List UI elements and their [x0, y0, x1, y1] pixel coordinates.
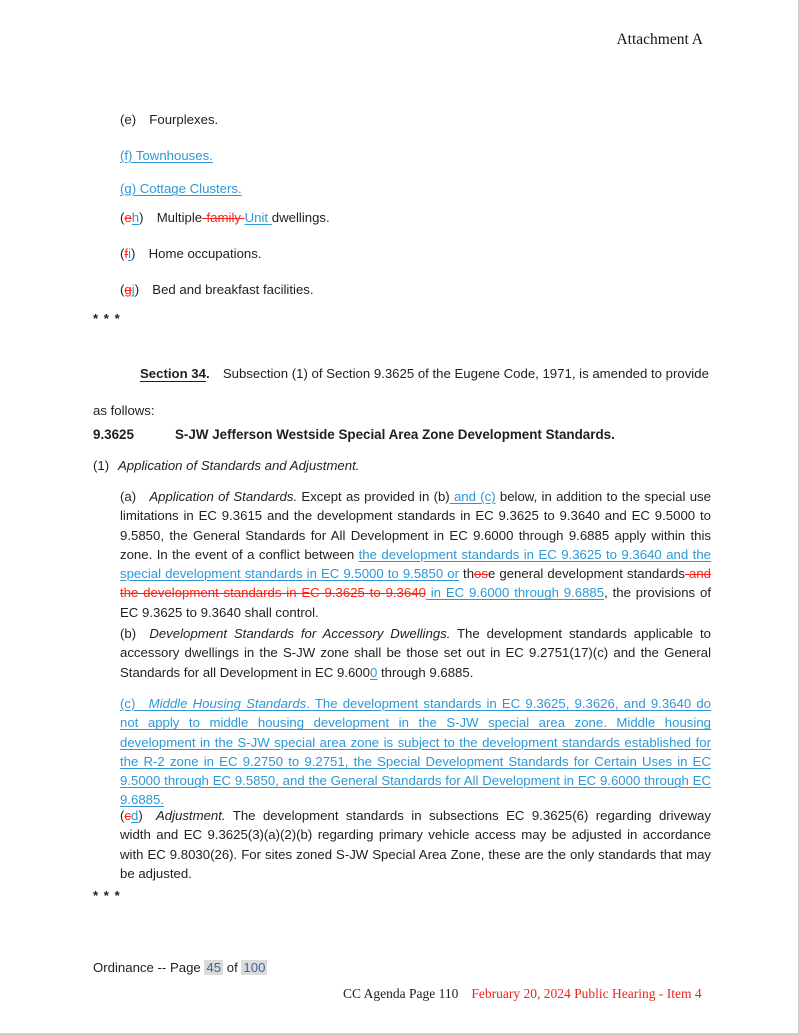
paragraph-c-middle-housing-standards: (c) Middle Housing Standards. The development standards in EC 9.3625, 9.3626, and 9.3640 do not apply to middle housing development in the S-JW special area zone. Middle housing development in the S-JW special area zone is subject to the development standards established for the R-2 zone in EC 9.2750 to 9.2751, the Special Development Standards for Certain Uses in EC 9.5000 through EC 9.5850, and the General Standards for All Development in EC 9.6000 through EC 9.6885.	[120, 696, 711, 808]
agenda-footer-line	[343, 986, 702, 1002]
list-item-g-cottage-clusters: (g) Cottage Clusters.	[120, 181, 242, 196]
code-section-number: 9.3625	[93, 427, 134, 442]
section-34-paragraph: Section 34. Subsection (1) of Section 9.3625 of the Eugene Code, 1971, is amended to provide as follows:	[93, 366, 709, 418]
list-item-f-townhouses: (f) Townhouses.	[120, 148, 213, 163]
subsection-1-heading	[93, 458, 359, 473]
list-item-eh-multiple-unit: (eh) Multiple-family Unit dwellings.	[120, 210, 330, 225]
paragraph-cd-adjustment: (cd) Adjustment. The development standards in subsections EC 9.3625(6) regarding driveway width and EC 9.3625(3)(a)(2)(b) regarding primary vehicle access may be adjusted in accordance with EC 9.8030(26). For sites zoned S-JW Special Area Zone, these are the only standards that may be adjusted.	[120, 808, 711, 881]
code-section-heading	[93, 427, 615, 442]
list-item-fi-home-occupations: (fi) Home occupations.	[120, 246, 262, 261]
public-hearing-note: February 20, 2024 Public Hearing - Item 4	[471, 986, 702, 1001]
agenda-page-label: CC Agenda Page 110	[343, 986, 459, 1001]
code-section-title: S-JW Jefferson Westside Special Area Zone Development Standards.	[175, 427, 615, 442]
section-break-asterisks-bottom: * * *	[93, 888, 121, 903]
subsection-1-title: Application of Standards and Adjustment.	[118, 458, 360, 473]
list-item-e-fourplexes: (e) Fourplexes.	[120, 112, 219, 127]
ordinance-page-number-line: Ordinance -- Page 45 of 100	[93, 960, 266, 975]
paragraph-a-application-of-standards: (a) Application of Standards. Except as provided in (b) and (c) below, in addition to the special use limitations in EC 9.3615 and the development standards in EC 9.3625 to 9.3640 and EC 9.5000 to 9.5850, the General Standards for All Development in EC 9.6000 through 9.6885 apply within this zone. In the event of a conflict between the development standards in EC 9.3625 to 9.3640 and the special development standards in EC 9.5000 to 9.5850 or those general development standards and the development standards in EC 9.3625 to 9.3640 in EC 9.6000 through 9.6885, the provisions of EC 9.3625 to 9.3640 shall control.	[120, 489, 711, 620]
list-item-gj-bed-breakfast: (gj) Bed and breakfast facilities.	[120, 282, 314, 297]
paragraph-b-accessory-dwellings: (b) Development Standards for Accessory Dwellings. The development standards applicable to accessory dwellings in the S-JW zone shall be those set out in EC 9.2751(17)(c) and the General Standards for all Development in EC 9.6000 through 9.6885.	[120, 626, 711, 680]
subsection-1-marker: (1)	[93, 458, 110, 473]
attachment-label: Attachment A	[616, 31, 703, 48]
section-break-asterisks: * * *	[93, 311, 121, 326]
